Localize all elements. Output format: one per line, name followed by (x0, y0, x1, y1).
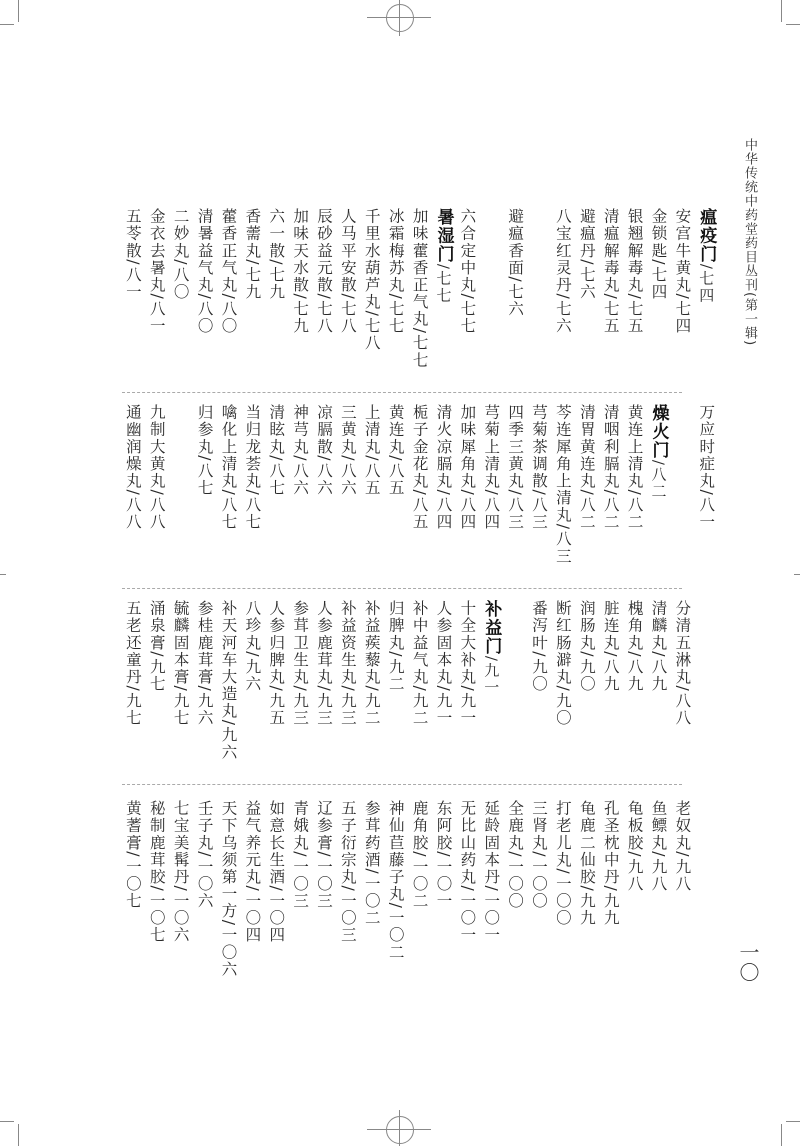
index-entry: 补益蒺藜丸/九二 (362, 600, 381, 727)
index-entry: 加味犀角丸/八四 (458, 404, 477, 531)
registration-mark-top (386, 4, 414, 32)
crop-mark (781, 1124, 782, 1146)
index-entry: 人参固本丸/九一 (434, 600, 453, 727)
crop-mark (18, 1124, 19, 1146)
index-entry: 补天河车大造丸/九六 (219, 600, 238, 761)
index-entry: 人参鹿茸丸/九三 (315, 600, 334, 727)
index-entry: 黄连上清丸/八二 (625, 404, 644, 531)
index-entry: 芩连犀角上清丸/八三 (553, 404, 572, 565)
index-entry: 润肠丸/九〇 (577, 600, 596, 693)
index-entry: 神仙苣藤子丸/一〇二 (386, 800, 405, 961)
index-entry: 如意长生酒/一〇四 (267, 800, 286, 944)
index-entry: 辽参膏/一〇三 (315, 800, 334, 910)
index-section-4 (120, 800, 693, 978)
index-entry: 金锁匙/七四 (649, 208, 668, 301)
index-entry: 五老还童丹/九七 (123, 600, 142, 727)
crop-mark (781, 0, 782, 22)
index-entry: 黄蓍膏/一〇七 (123, 800, 142, 910)
index-entry: 参茸药酒/一〇二 (362, 800, 381, 927)
crop-mark (0, 1121, 14, 1122)
index-entry: 通幽润燥丸/八八 (123, 404, 142, 531)
index-entry: 八珍丸/九六 (243, 600, 262, 693)
index-entry: 打老儿丸/一〇〇 (553, 800, 572, 927)
index-entry: 东阿胶/一〇一 (434, 800, 453, 910)
registration-mark-bottom (386, 1116, 414, 1144)
index-entry: 八宝红灵丹/七六 (553, 208, 572, 335)
index-entry: 芎菊茶调散/八三 (530, 404, 549, 531)
crop-mark (18, 0, 19, 22)
category-header: 暑湿门/七七 (433, 208, 454, 304)
category-header: 燥火门/八二 (648, 404, 669, 500)
section-divider (122, 392, 682, 393)
index-entry: 避瘟丹/七六 (577, 208, 596, 301)
index-entry: 四季三黄丸/八三 (506, 404, 525, 531)
index-section-1 (120, 208, 717, 369)
section-divider (122, 784, 682, 785)
index-entry: 清胃黄连丸/八二 (577, 404, 596, 531)
index-entry: 益气养元丸/一〇四 (243, 800, 262, 944)
index-entry: 黄连丸/八五 (386, 404, 405, 497)
index-entry: 延龄固本丹/一〇一 (482, 800, 501, 944)
index-entry: 凉膈散/八六 (315, 404, 334, 497)
registration-mark-top (399, 0, 400, 36)
index-entry: 老奴丸/九八 (673, 800, 692, 893)
index-entry: 银翘解毒丸/七五 (625, 208, 644, 335)
index-entry: 六合定中丸/七七 (458, 208, 477, 335)
index-entry: 无比山药丸/一〇一 (458, 800, 477, 944)
index-entry: 金衣去暑丸/八一 (147, 208, 166, 335)
index-entry: 清暑益气丸/八〇 (195, 208, 214, 335)
index-entry: 六一散/七九 (267, 208, 286, 301)
index-entry: 七宝美髯丹/一〇六 (171, 800, 190, 944)
index-entry (526, 208, 550, 369)
index-entry: 龟板胶/九八 (625, 800, 644, 893)
index-entry: 加味藿香正气丸/七七 (410, 208, 429, 369)
registration-mark-bottom (399, 1110, 400, 1146)
index-entry: 天下乌须第一方/一〇六 (219, 800, 238, 978)
index-section-3 (120, 600, 693, 761)
index-section-2 (120, 404, 717, 565)
index-entry: 五子衍宗丸/一〇三 (338, 800, 357, 944)
index-entry: 毓麟固本膏/九七 (171, 600, 190, 727)
index-entry: 鱼鳔丸/九八 (649, 800, 668, 893)
index-entry: 芎菊上清丸/八四 (482, 404, 501, 531)
index-entry: 补中益气丸/九二 (410, 600, 429, 727)
index-entry: 栀子金花丸/八五 (410, 404, 429, 531)
index-entry: 全鹿丸/一〇〇 (506, 800, 525, 910)
index-entry: 参桂鹿茸膏/九六 (195, 600, 214, 727)
index-entry: 加味天水散/七九 (291, 208, 310, 335)
index-entry: 辰砂益元散/七八 (315, 208, 334, 335)
index-entry: 归参丸/八七 (195, 404, 214, 497)
index-entry: 参茸卫生丸/九三 (291, 600, 310, 727)
index-entry: 补益资生丸/九三 (338, 600, 357, 727)
index-entry: 神芎丸/八六 (291, 404, 310, 497)
index-entry: 人参归脾丸/九五 (267, 600, 286, 727)
category-header: 补益门/九一 (481, 600, 502, 696)
index-entry: 九制大黄丸/八八 (147, 404, 166, 531)
index-entry: 脏连丸/八九 (601, 600, 620, 693)
index-entry: 壬子丸/一〇六 (195, 800, 214, 910)
index-entry: 藿香正气丸/八〇 (219, 208, 238, 335)
index-entry: 孔圣枕中丹/九九 (601, 800, 620, 927)
index-entry: 三肾丸/一〇〇 (530, 800, 549, 910)
index-entry: 安宫牛黄丸/七四 (673, 208, 692, 335)
index-entry: 番泻叶/九〇 (530, 600, 549, 693)
index-entry: 香薷丸/七九 (243, 208, 262, 301)
index-entry: 清麟丸/八九 (649, 600, 668, 693)
index-entry: 三黄丸/八六 (338, 404, 357, 497)
crop-mark (0, 574, 6, 575)
index-entry: 万应时症丸/八一 (697, 404, 716, 531)
index-entry: 噙化上清丸/八七 (219, 404, 238, 531)
index-entry: 清火凉膈丸/八四 (434, 404, 453, 531)
index-entry: 鹿角胶/一〇二 (410, 800, 429, 910)
index-entry (168, 404, 192, 565)
index-entry (669, 404, 693, 565)
section-divider (122, 588, 682, 589)
category-header: 瘟疫门/七四 (696, 208, 717, 304)
index-entry: 人马平安散/七八 (338, 208, 357, 335)
index-entry: 避瘟香面/七六 (506, 208, 525, 318)
index-entry: 归脾丸/九二 (386, 600, 405, 693)
index-entry: 清咽利膈丸/八二 (601, 404, 620, 531)
crop-mark (786, 24, 800, 25)
running-head: 中华传统中药堂药目丛刊(第一辑) (742, 138, 757, 347)
index-entry: 清瘟解毒丸/七五 (601, 208, 620, 335)
crop-mark (0, 24, 14, 25)
index-entry (502, 600, 526, 761)
index-entry (478, 208, 502, 369)
index-entry: 槐角丸/八九 (625, 600, 644, 693)
index-entry: 五苓散/八一 (123, 208, 142, 301)
index-entry: 冰霜梅苏丸/七七 (386, 208, 405, 335)
index-entry: 青娥丸/一〇三 (291, 800, 310, 910)
index-entry: 涌泉膏/九七 (147, 600, 166, 693)
index-entry: 当归龙荟丸/八七 (243, 404, 262, 531)
page-number: 一〇 (736, 942, 760, 982)
index-entry: 龟鹿二仙胶/九九 (577, 800, 596, 927)
crop-mark (794, 574, 800, 575)
index-entry: 分清五淋丸/八八 (673, 600, 692, 727)
index-entry: 秘制鹿茸胶/一〇七 (147, 800, 166, 944)
index-entry: 二妙丸/八〇 (171, 208, 190, 301)
index-entry: 千里水葫芦丸/七八 (362, 208, 381, 352)
index-entry: 断红肠澼丸/九〇 (553, 600, 572, 727)
index-entry: 十全大补丸/九一 (458, 600, 477, 727)
index-entry: 清眩丸/八七 (267, 404, 286, 497)
crop-mark (786, 1121, 800, 1122)
index-entry: 上清丸/八五 (362, 404, 381, 497)
